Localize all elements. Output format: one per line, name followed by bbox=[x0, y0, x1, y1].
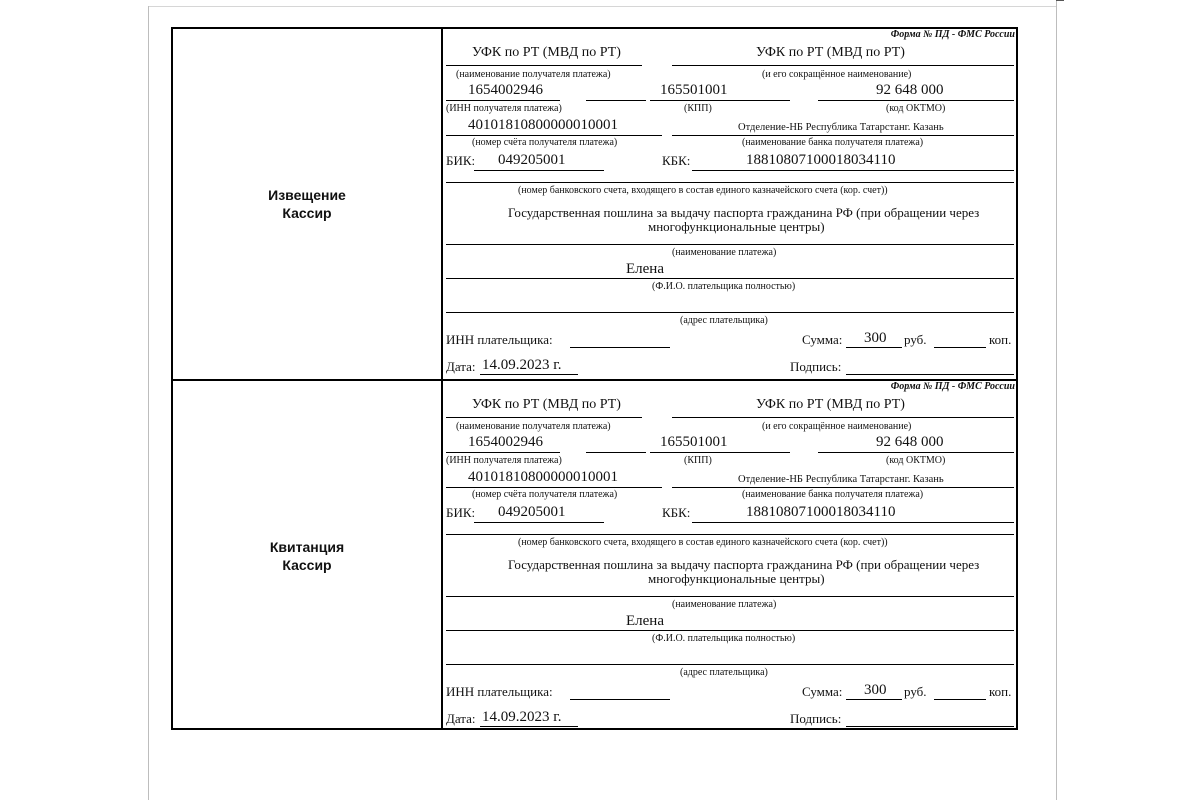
page-top-edge bbox=[148, 6, 1056, 7]
sum-value: 300 bbox=[864, 330, 887, 346]
sum-value: 300 bbox=[864, 682, 887, 698]
recipient-kpp: 165501001 bbox=[660, 82, 728, 98]
date-value: 14.09.2023 г. bbox=[482, 357, 562, 373]
payer-inn-label: ИНН плательщика: bbox=[446, 332, 553, 347]
page-right-edge bbox=[1056, 0, 1057, 800]
bik-value: 049205001 bbox=[498, 152, 566, 168]
oktmo-caption: (код ОКТМО) bbox=[886, 103, 946, 114]
recipient-bank: Отделение-НБ Республика Татарстанг. Казань bbox=[738, 474, 944, 485]
payment-name-caption: (наименование платежа) bbox=[672, 247, 777, 258]
payment-name-caption: (наименование платежа) bbox=[672, 599, 777, 610]
kop-label: коп. bbox=[989, 332, 1012, 347]
recipient-bank: Отделение-НБ Республика Татарстанг. Казань bbox=[738, 122, 944, 133]
kpp-caption: (КПП) bbox=[684, 103, 712, 114]
account-caption: (номер счёта получателя платежа) bbox=[472, 137, 618, 148]
notice-title: Извещение bbox=[268, 187, 346, 203]
corr-account-caption: (номер банковского счета, входящего в состав единого казначейского счета (кор. счет)) bbox=[518, 537, 888, 548]
bik-value: 049205001 bbox=[498, 504, 566, 520]
inn-caption: (ИНН получателя платежа) bbox=[446, 103, 562, 114]
recipient-short-name: УФК по РТ (МВД по РТ) bbox=[756, 397, 905, 412]
page-left-edge bbox=[148, 6, 149, 800]
rub-label: руб. bbox=[904, 684, 927, 699]
bik-label: БИК: bbox=[446, 505, 476, 520]
recipient-oktmo: 92 648 000 bbox=[876, 82, 944, 98]
receipt-cashier: Кассир bbox=[282, 557, 332, 573]
recipient-account: 40101810800000010001 bbox=[468, 117, 618, 133]
receipt-label bbox=[173, 538, 441, 574]
payer-address-caption: (адрес плательщика) bbox=[680, 315, 768, 326]
sum-label: Сумма: bbox=[802, 684, 843, 699]
form-name: Форма № ПД - ФМС России bbox=[890, 381, 1015, 392]
payer-address-caption: (адрес плательщика) bbox=[680, 667, 768, 678]
kbk-label: КБК: bbox=[662, 505, 691, 520]
recipient-name: УФК по РТ (МВД по РТ) bbox=[472, 45, 621, 60]
recipient-inn: 1654002946 bbox=[468, 82, 543, 98]
corr-account-caption: (номер банковского счета, входящего в состав единого казначейского счета (кор. счет)) bbox=[518, 185, 888, 196]
kbk-value: 18810807100018034110 bbox=[746, 152, 896, 168]
bik-label: БИК: bbox=[446, 153, 476, 168]
oktmo-caption: (код ОКТМО) bbox=[886, 455, 946, 466]
payer-name-caption: (Ф.И.О. плательщика полностью) bbox=[652, 633, 796, 644]
payer-name-caption: (Ф.И.О. плательщика полностью) bbox=[652, 281, 796, 292]
payer-name: Елена bbox=[626, 613, 664, 629]
recipient-name-caption: (наименование получателя платежа) bbox=[456, 421, 611, 432]
recipient-account: 40101810800000010001 bbox=[468, 469, 618, 485]
rub-label: руб. bbox=[904, 332, 927, 347]
payment-purpose-line1: Государственная пошлина за выдачу паспорта гражданина РФ (при обращении через bbox=[508, 205, 980, 220]
recipient-kpp: 165501001 bbox=[660, 434, 728, 450]
payment-purpose-line2: многофункциональные центры) bbox=[648, 571, 825, 586]
payer-inn-label: ИНН плательщика: bbox=[446, 684, 553, 699]
sum-label: Сумма: bbox=[802, 332, 843, 347]
short-name-caption: (и его сокращённое наименование) bbox=[762, 421, 912, 432]
kpp-caption: (КПП) bbox=[684, 455, 712, 466]
signature-label: Подпись: bbox=[790, 711, 842, 726]
recipient-inn: 1654002946 bbox=[468, 434, 543, 450]
kbk-label: КБК: bbox=[662, 153, 691, 168]
recipient-name-caption: (наименование получателя платежа) bbox=[456, 69, 611, 80]
recipient-short-name: УФК по РТ (МВД по РТ) bbox=[756, 45, 905, 60]
date-value: 14.09.2023 г. bbox=[482, 709, 562, 725]
recipient-oktmo: 92 648 000 bbox=[876, 434, 944, 450]
payment-purpose-line1: Государственная пошлина за выдачу паспорта гражданина РФ (при обращении через bbox=[508, 557, 980, 572]
date-label: Дата: bbox=[446, 711, 476, 726]
bank-caption: (наименование банка получателя платежа) bbox=[742, 137, 924, 148]
form-name: Форма № ПД - ФМС России bbox=[890, 29, 1015, 40]
notice-label bbox=[173, 186, 441, 222]
signature-label: Подпись: bbox=[790, 359, 842, 374]
notice-cashier: Кассир bbox=[282, 205, 332, 221]
payer-name: Елена bbox=[626, 261, 664, 277]
receipt-section bbox=[440, 379, 1018, 731]
notice-section bbox=[440, 27, 1018, 379]
page-corner-mark bbox=[1056, 0, 1064, 1]
date-label: Дата: bbox=[446, 359, 476, 374]
kbk-value: 18810807100018034110 bbox=[746, 504, 896, 520]
account-caption: (номер счёта получателя платежа) bbox=[472, 489, 618, 500]
kop-label: коп. bbox=[989, 684, 1012, 699]
recipient-name: УФК по РТ (МВД по РТ) bbox=[472, 397, 621, 412]
bank-caption: (наименование банка получателя платежа) bbox=[742, 489, 924, 500]
inn-caption: (ИНН получателя платежа) bbox=[446, 455, 562, 466]
receipt-title: Квитанция bbox=[269, 539, 345, 555]
payment-purpose-line2: многофункциональные центры) bbox=[648, 219, 825, 234]
short-name-caption: (и его сокращённое наименование) bbox=[762, 69, 912, 80]
